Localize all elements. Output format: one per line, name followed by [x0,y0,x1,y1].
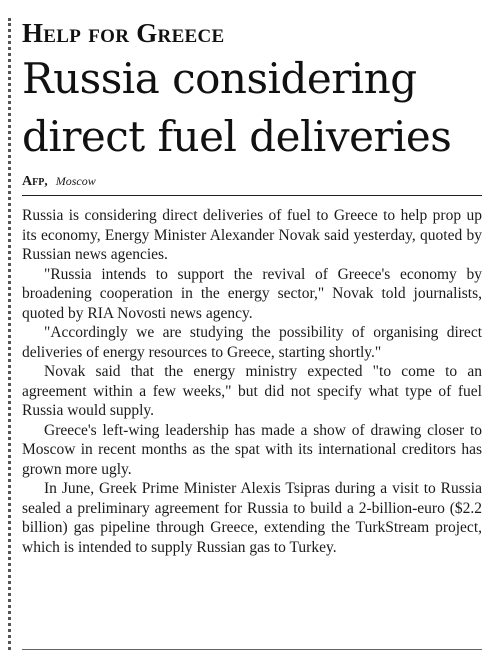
article-paragraph: In June, Greek Prime Minister Alexis Tsipras during a visit to Russia sealed a preliminary agreement for Russia to build a 2-billion-euro ($2.2 billion) gas pipeline through Greece, extending the TurkStream project, which is intended to supply Russian gas to Turkey. [22,480,482,556]
byline-separator: , [44,173,48,188]
byline-agency: Afp [22,174,45,189]
article-kicker: Help for Greece [22,18,225,48]
article-paragraph: Greece's left-wing leadership has made a show of drawing closer to Moscow in recent months as the spat with its international creditors has grown more ugly. [22,421,482,478]
article-paragraph: "Accordingly we are studying the possibility of organising direct deliveries of energy resources to Greece, starting shortly." [22,324,482,361]
bottom-rule [22,649,482,650]
article-paragraph: "Russia intends to support the revival of Greece's economy by broadening cooperation in the energy sector," Novak told journalists, quoted by RIA Novosti news agency. [22,265,482,322]
news-article [22,18,482,650]
article-headline: Russia considering direct fuel deliveries [22,54,452,161]
article-paragraph: Russia is considering direct deliveries of fuel to Greece to help prop up its economy, Energy Minister Alexander Novak said yesterday, quoted by Russian news agencies. [22,207,482,263]
byline [22,172,482,196]
dotted-column-rule [8,18,11,650]
byline-location: Moscow [55,174,96,188]
article-paragraph: Novak said that the energy ministry expected "to come to an agreement within a few weeks," but did not specify what type of fuel Russia would supply. [22,363,482,419]
article-body [22,206,482,557]
